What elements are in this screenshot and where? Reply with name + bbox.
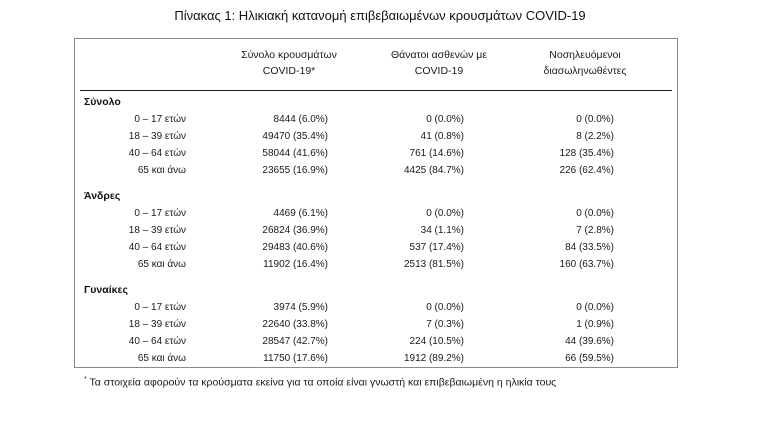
row-label: 40 – 64 ετών bbox=[128, 242, 186, 253]
footnote-text: Τα στοιχεία αφορούν τα κρούσματα εκείνα για τα οποία είναι γνωστή και επιβεβαιωμένη η ηλικία τους bbox=[89, 376, 557, 389]
cell-cases: 29483 (40.6%) bbox=[262, 242, 328, 253]
cell-cases: 49470 (35.4%) bbox=[262, 131, 328, 142]
row-label: 40 – 64 ετών bbox=[128, 336, 186, 347]
column-header-intubated bbox=[522, 47, 648, 79]
cell-cases: 4469 (6.1%) bbox=[273, 208, 328, 219]
row-label: 18 – 39 ετών bbox=[128, 225, 186, 236]
row-label: 18 – 39 ετών bbox=[128, 319, 186, 330]
group-label-women: Γυναίκες bbox=[84, 284, 128, 296]
cell-cases: 11750 (17.6%) bbox=[263, 353, 328, 364]
page-title: Πίνακας 1: Ηλικιακή κατανομή επιβεβαιωμένων κρουσμάτων COVID-19 bbox=[174, 8, 586, 23]
cell-intubated: 84 (33.5%) bbox=[565, 242, 614, 253]
column-header-line: COVID-19* bbox=[262, 65, 316, 77]
cell-deaths: 2513 (81.5%) bbox=[403, 259, 464, 270]
cell-cases: 22640 (33.8%) bbox=[262, 319, 328, 330]
row-label: 0 – 17 ετών bbox=[134, 302, 186, 313]
cell-deaths: 0 (0.0%) bbox=[426, 302, 464, 313]
cell-deaths: 4425 (84.7%) bbox=[403, 165, 464, 176]
cell-cases: 11902 (16.4%) bbox=[263, 259, 328, 270]
cell-deaths: 34 (1.1%) bbox=[420, 225, 464, 236]
cell-intubated: 226 (62.4%) bbox=[559, 165, 614, 176]
column-header-line: Θάνατοι ασθενών με bbox=[390, 49, 488, 61]
row-label: 0 – 17 ετών bbox=[134, 114, 186, 125]
header-divider bbox=[80, 90, 672, 91]
cell-cases: 26824 (36.9%) bbox=[262, 225, 328, 236]
cell-deaths: 0 (0.0%) bbox=[426, 114, 464, 125]
row-label: 65 και άνω bbox=[137, 259, 186, 270]
cell-intubated: 0 (0.0%) bbox=[576, 208, 614, 219]
cell-intubated: 66 (59.5%) bbox=[565, 353, 614, 364]
cell-cases: 23655 (16.9%) bbox=[262, 165, 328, 176]
cell-intubated: 0 (0.0%) bbox=[576, 114, 614, 125]
cell-cases: 28547 (42.7%) bbox=[262, 336, 328, 347]
column-header-total-cases bbox=[230, 47, 348, 79]
cell-deaths: 1912 (89.2%) bbox=[403, 353, 464, 364]
cell-intubated: 7 (2.8%) bbox=[576, 225, 614, 236]
cell-intubated: 128 (35.4%) bbox=[559, 148, 614, 159]
cell-deaths: 7 (0.3%) bbox=[426, 319, 464, 330]
column-header-line: Σύνολο κρουσμάτων bbox=[241, 49, 337, 61]
row-label: 18 – 39 ετών bbox=[128, 131, 186, 142]
cell-deaths: 0 (0.0%) bbox=[426, 208, 464, 219]
column-header-deaths bbox=[378, 47, 500, 79]
cell-deaths: 537 (17.4%) bbox=[409, 242, 464, 253]
column-header-line: Νοσηλευόμενοι bbox=[549, 49, 621, 61]
cell-intubated: 44 (39.6%) bbox=[565, 336, 614, 347]
footnote-marker: * bbox=[84, 376, 87, 383]
cell-cases: 3974 (5.9%) bbox=[273, 302, 328, 313]
footnote bbox=[84, 376, 556, 389]
row-label: 65 και άνω bbox=[137, 353, 186, 364]
group-label-total: Σύνολο bbox=[84, 96, 121, 108]
group-label-men: Άνδρες bbox=[84, 190, 121, 202]
cell-intubated: 1 (0.9%) bbox=[576, 319, 614, 330]
cell-deaths: 41 (0.8%) bbox=[420, 131, 464, 142]
row-label: 40 – 64 ετών bbox=[128, 148, 186, 159]
cell-intubated: 8 (2.2%) bbox=[576, 131, 614, 142]
cell-cases: 58044 (41.6%) bbox=[262, 148, 328, 159]
cell-intubated: 160 (63.7%) bbox=[559, 259, 614, 270]
column-header-line: διασωληνωθέντες bbox=[543, 65, 627, 77]
cell-cases: 8444 (6.0%) bbox=[273, 114, 328, 125]
row-label: 0 – 17 ετών bbox=[134, 208, 186, 219]
column-header-line: COVID-19 bbox=[414, 65, 464, 77]
cell-deaths: 224 (10.5%) bbox=[409, 336, 464, 347]
row-label: 65 και άνω bbox=[137, 165, 186, 176]
cell-deaths: 761 (14.6%) bbox=[409, 148, 464, 159]
cell-intubated: 0 (0.0%) bbox=[576, 302, 614, 313]
